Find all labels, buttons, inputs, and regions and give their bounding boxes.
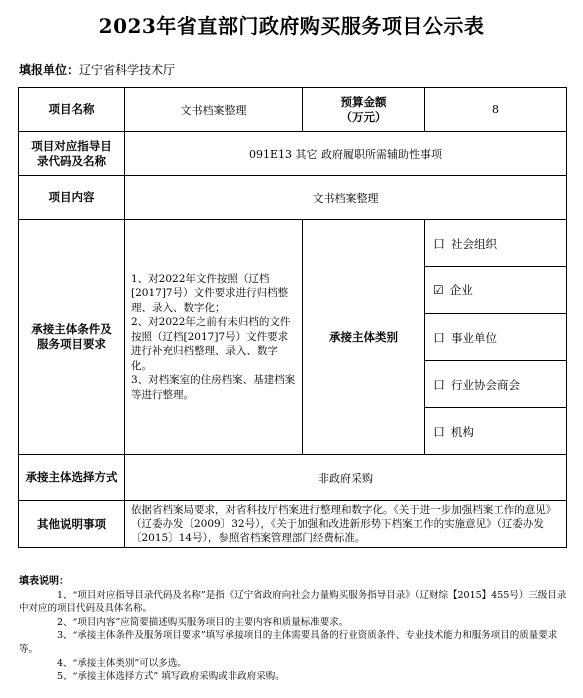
project-name-value: 文书档案整理 xyxy=(125,88,303,132)
checkbox-checked-icon: ☑ xyxy=(433,283,444,297)
budget-label-line1: 预算金额 xyxy=(340,94,387,109)
reporting-unit xyxy=(19,61,175,78)
project-name-label: 项目名称 xyxy=(19,88,125,132)
type-option-label: 企业 xyxy=(449,283,473,297)
instruction-line: 2、“项目内容”应简要描述购买服务项目的主要内容和质量标准要求。 xyxy=(57,616,349,628)
content-value: 文书档案整理 xyxy=(125,176,567,220)
other-notes-label: 其他说明事项 xyxy=(19,501,125,548)
type-option-association xyxy=(425,361,567,408)
row-catalog xyxy=(19,132,567,176)
instruction-line: 3、“承接主体条件及服务项目要求”填写承接项目的主体需要具备的行业资质条件、专业技术能力和服务项目的质量要求等。 xyxy=(19,630,558,655)
budget-label xyxy=(303,88,425,132)
checkbox-empty-icon: 口 xyxy=(433,236,446,251)
fill-instructions-heading: 填表说明： xyxy=(19,576,69,587)
type-option-label: 事业单位 xyxy=(451,330,498,345)
requirements-label-line2: 服务项目要求 xyxy=(37,337,106,351)
type-option-label: 行业协会商会 xyxy=(451,377,521,392)
type-option-label: 社会组织 xyxy=(451,236,498,251)
type-option-label: 机构 xyxy=(451,424,475,439)
content-label: 项目内容 xyxy=(19,176,125,220)
budget-value: 8 xyxy=(425,88,567,132)
selection-method-label: 承接主体选择方式 xyxy=(19,455,125,501)
type-option-agency xyxy=(425,408,567,455)
row-content xyxy=(19,176,567,220)
row-selection-method xyxy=(19,455,567,501)
fill-instructions xyxy=(19,575,567,684)
row-project-name xyxy=(19,88,567,132)
type-option-public-institution xyxy=(425,314,567,361)
requirements-label-line1: 承接主体条件及 xyxy=(31,322,112,336)
disclosure-table xyxy=(18,87,567,548)
catalog-label xyxy=(19,132,125,176)
contractor-type-label: 承接主体类别 xyxy=(303,220,425,455)
checkbox-empty-icon: 口 xyxy=(433,330,446,345)
budget-label-line2: （万元） xyxy=(340,109,387,124)
reporting-unit-label: 填报单位： xyxy=(19,63,80,77)
instruction-line: 5、“承接主体选择方式” 填写政府采购或非政府采购。 xyxy=(57,671,285,683)
selection-method-value: 非政府采购 xyxy=(125,455,567,501)
catalog-label-line2: 录代码及名称 xyxy=(37,153,106,168)
requirements-label xyxy=(19,220,125,455)
page-title: 2023年省直部门政府购买服务项目公示表 xyxy=(98,14,485,38)
other-notes-value: 依据省档案局要求，对省科技厅档案进行整理和数字化。《关于进一步加强档案工作的意见》（辽委办发〔2009〕32号），《关于加强和改进新形势下档案工作的实施意见》（辽委办发〔2015〕14号），参照省档案管理部门经费标准。 xyxy=(125,501,567,548)
type-option-social-org xyxy=(425,220,567,267)
row-requirements xyxy=(19,220,567,267)
requirements-value: 1、对2022年文件按照（辽档[2017]7号）文件要求进行归档整理、录入、数字化； 2、对2022年之前有未归档的文件按照（辽档[2017]7号）文件要求进行补充归档整理、录入、数字化。 3、对档案室的住房档案、基建档案等进行整理。 xyxy=(125,220,303,455)
instruction-line: 4、“承接主体类别”可以多选。 xyxy=(57,657,187,669)
instruction-line: 1、“项目对应指导目录代码及名称”是指《辽宁省政府向社会力量购买服务指导目录》（辽财综【2015】455号）三级目录中对应的项目代码及具体名称。 xyxy=(19,589,567,615)
catalog-label-line1: 项目对应指导目 xyxy=(31,138,112,153)
checkbox-empty-icon: 口 xyxy=(433,424,446,439)
checkbox-empty-icon: 口 xyxy=(433,377,446,392)
row-other-notes xyxy=(19,501,567,548)
type-option-enterprise xyxy=(425,267,567,314)
reporting-unit-value: 辽宁省科学技术厅 xyxy=(79,63,176,77)
catalog-value: 091E13 其它 政府履职所需辅助性事项 xyxy=(125,132,567,176)
